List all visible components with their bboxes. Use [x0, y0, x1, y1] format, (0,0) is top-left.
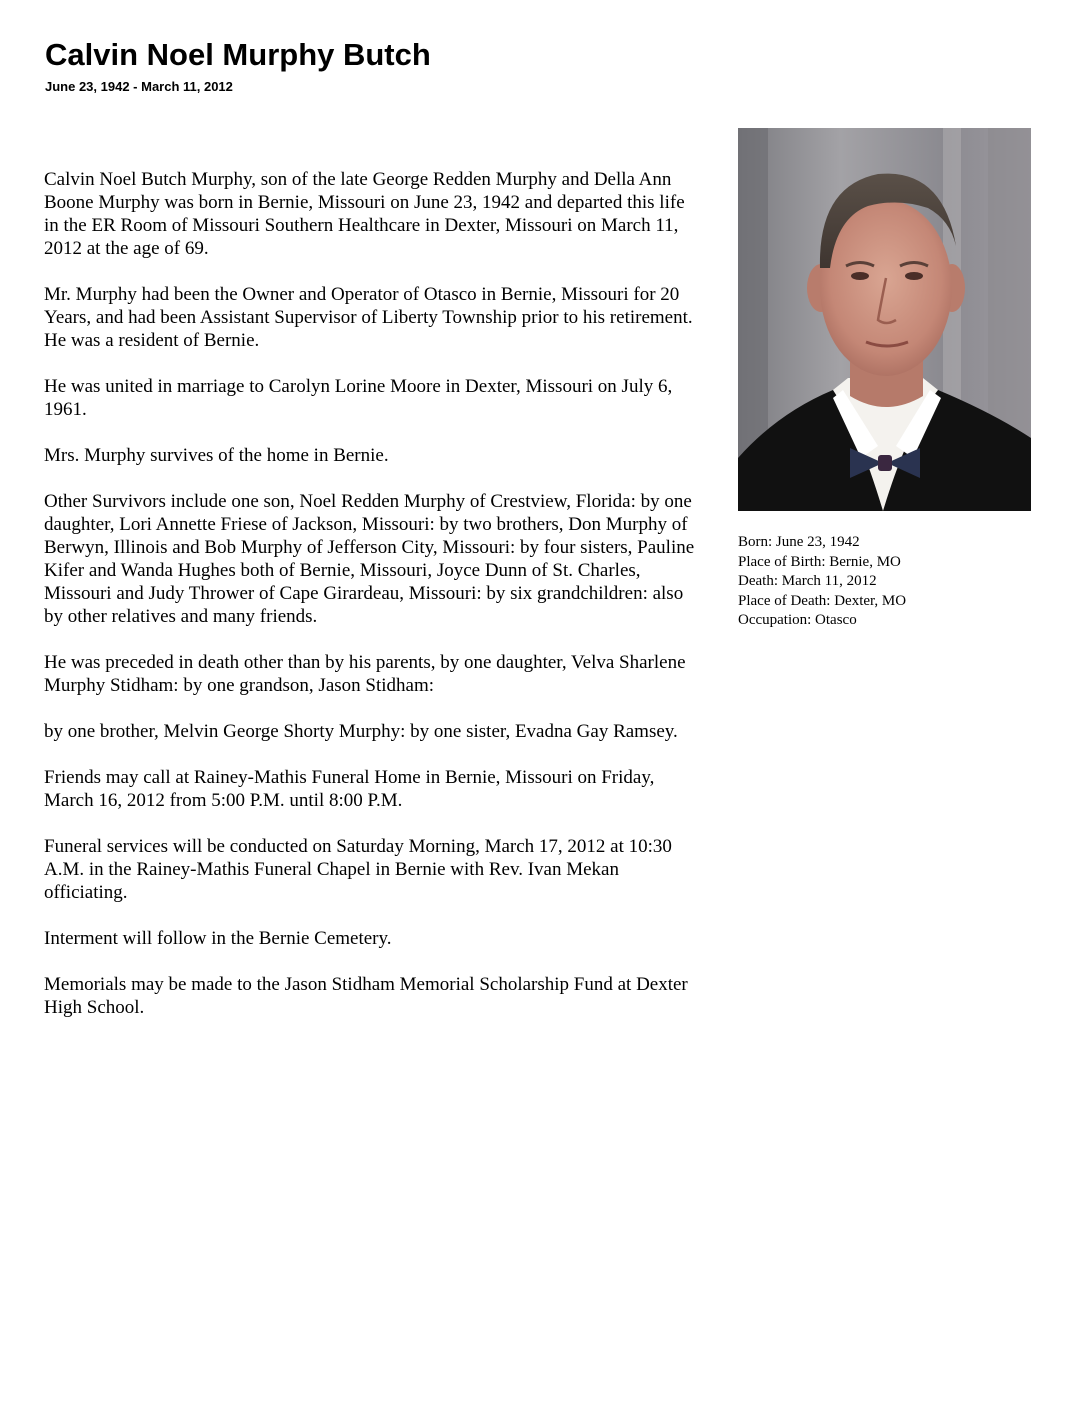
paragraph: by one brother, Melvin George Shorty Murphy: by one sister, Evadna Gay Ramsey. — [44, 721, 678, 742]
fact-occupation: Occupation: Otasco — [738, 612, 857, 628]
paragraph: Mrs. Murphy survives of the home in Bernie. — [44, 445, 389, 466]
obituary-body — [44, 168, 704, 1042]
paragraph: Memorials may be made to the Jason Stidham Memorial Scholarship Fund at Dexter High School. — [44, 974, 688, 1018]
paragraph: Mr. Murphy had been the Owner and Operator of Otasco in Bernie, Missouri for 20 Years, and had been Assistant Supervisor of Liberty Township prior to his retirement. He was a resident of Bernie. — [44, 284, 693, 351]
life-dates: June 23, 1942 - March 11, 2012 — [45, 79, 233, 94]
vital-facts — [738, 533, 1038, 631]
paragraph: Other Survivors include one son, Noel Redden Murphy of Crestview, Florida: by one daughter, Lori Annette Friese of Jackson, Missouri: by two brothers, Don Murphy of Berwyn, Illinois and Bob Murphy of Jefferson City, Missouri: by four sisters, Pauline Kifer and Wanda Hughes both of Bernie, Missouri, Joyce Dunn of St. Charles, Missouri and Judy Thrower of Cape Girardeau, Missouri: by six grandchildren: also by other relatives and many friends. — [44, 491, 695, 627]
paragraph: He was united in marriage to Carolyn Lorine Moore in Dexter, Missouri on July 6, 1961. — [44, 376, 673, 420]
paragraph: Interment will follow in the Bernie Cemetery. — [44, 928, 392, 949]
paragraph: He was preceded in death other than by his parents, by one daughter, Velva Sharlene Murphy Stidham: by one grandson, Jason Stidham: — [44, 652, 686, 696]
paragraph: Friends may call at Rainey-Mathis Funeral Home in Bernie, Missouri on Friday, March 16, 2012 from 5:00 P.M. until 8:00 P.M. — [44, 767, 655, 811]
fact-death: Death: March 11, 2012 — [738, 573, 877, 589]
page-title: Calvin Noel Murphy Butch — [45, 37, 431, 72]
paragraph: Calvin Noel Butch Murphy, son of the late George Redden Murphy and Della Ann Boone Murphy was born in Bernie, Missouri on June 23, 1942 and departed this life in the ER Room of Missouri Southern Healthcare in Dexter, Missouri on March 11, 2012 at the age of 69. — [44, 169, 685, 259]
fact-born: Born: June 23, 1942 — [738, 534, 860, 550]
fact-place-of-birth: Place of Birth: Bernie, MO — [738, 553, 901, 570]
fact-place-of-death: Place of Death: Dexter, MO — [738, 592, 907, 609]
portrait-illustration — [738, 128, 1031, 511]
paragraph: Funeral services will be conducted on Saturday Morning, March 17, 2012 at 10:30 A.M. in the Rainey-Mathis Funeral Chapel in Bernie with Rev. Ivan Mekan officiating. — [44, 836, 672, 903]
portrait-photo — [738, 128, 1031, 511]
